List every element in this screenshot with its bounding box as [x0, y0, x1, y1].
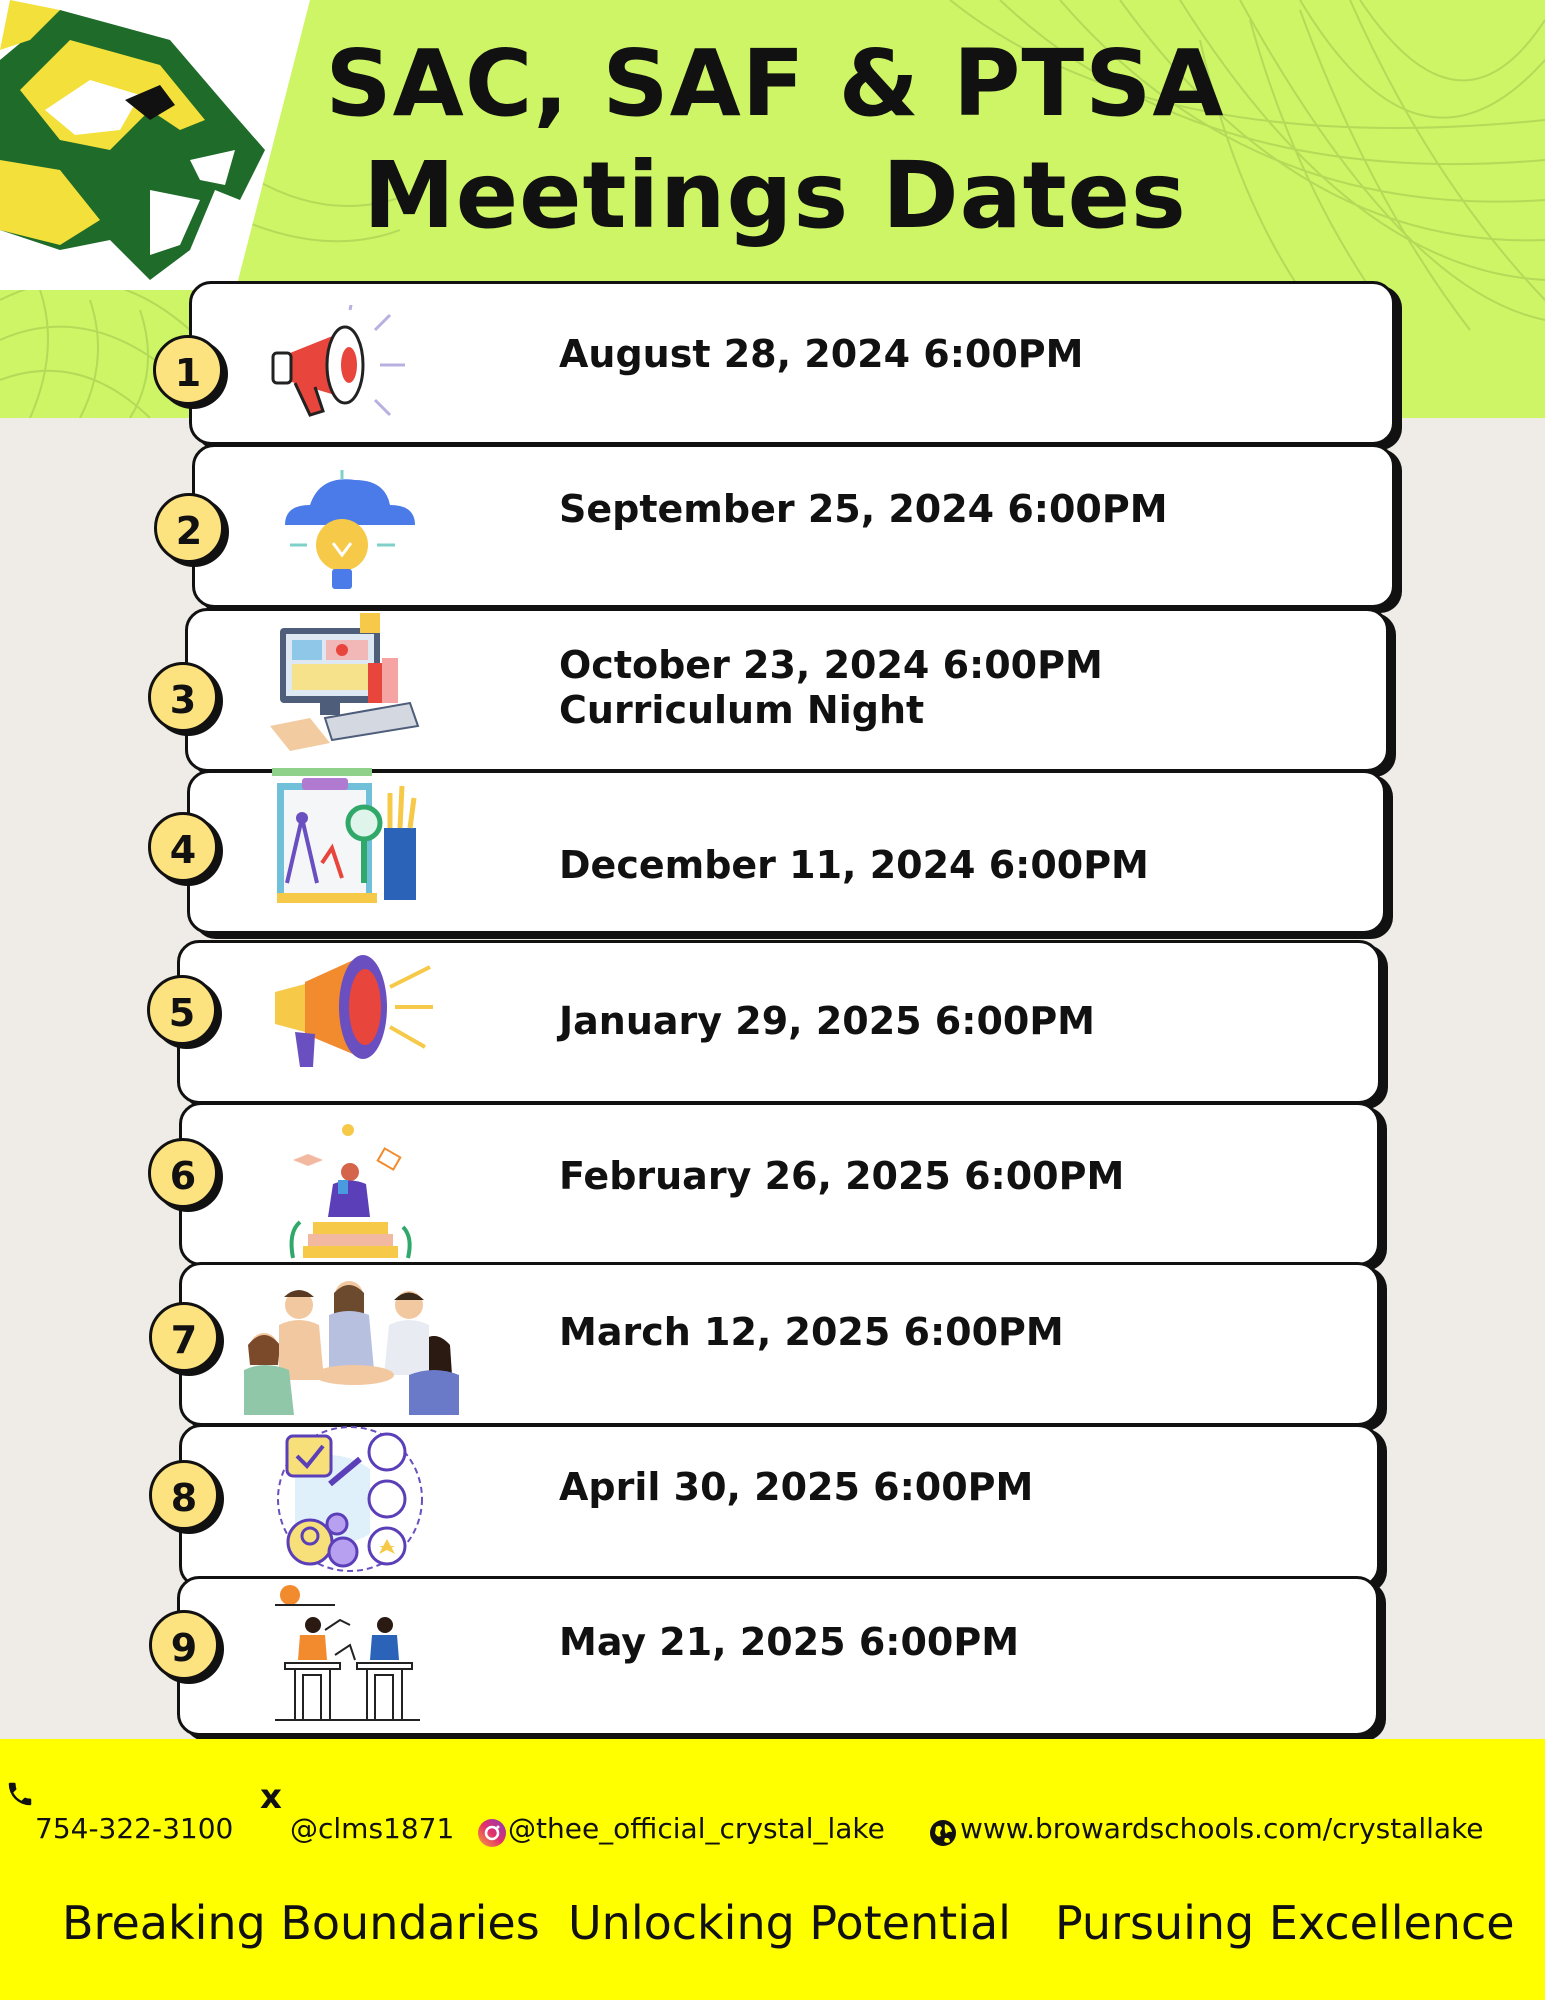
- school-supplies-icon: [272, 768, 422, 906]
- globe-icon: [928, 1818, 958, 1848]
- meeting-date: December 11, 2024 6:00PM: [559, 843, 1149, 887]
- megaphone-icon: [265, 305, 415, 435]
- meeting-date: August 28, 2024 6:00PM: [559, 332, 1084, 376]
- meeting-date: March 12, 2025 6:00PM: [559, 1310, 1064, 1354]
- page-title: [200, 28, 1350, 252]
- meeting-date: April 30, 2025 6:00PM: [559, 1465, 1034, 1509]
- meeting-date: May 21, 2025 6:00PM: [559, 1620, 1020, 1664]
- tagline-1: Breaking Boundaries: [62, 1896, 540, 1950]
- meeting-number-badge: 8: [149, 1460, 219, 1530]
- meeting-number-badge: 5: [147, 975, 217, 1045]
- title-line-1: SAC, SAF & PTSA: [325, 30, 1225, 137]
- phone-number: 754-322-3100: [35, 1812, 234, 1845]
- checklist-gears-icon: [275, 1424, 425, 1574]
- meeting-number-badge: 7: [149, 1302, 219, 1372]
- phone-icon: [5, 1779, 35, 1809]
- bullhorn-icon: [265, 952, 435, 1074]
- meeting-number-badge: 4: [148, 812, 218, 882]
- meeting-note: Curriculum Night: [559, 688, 925, 732]
- instagram-handle[interactable]: @thee_official_crystal_lake: [508, 1812, 885, 1845]
- website-link[interactable]: www.browardschools.com/crystallake: [960, 1812, 1484, 1845]
- footer: [0, 1739, 1545, 2000]
- team-hands-icon: [234, 1275, 464, 1415]
- meeting-number-badge: 9: [149, 1610, 219, 1680]
- computer-desk-icon: [270, 608, 420, 753]
- students-desks-icon: [275, 1585, 420, 1725]
- meeting-number-badge: 2: [154, 493, 224, 563]
- cloud-lightbulb-icon: [275, 465, 420, 595]
- meeting-number-badge: 3: [148, 662, 218, 732]
- tagline-2: Unlocking Potential: [568, 1896, 1011, 1950]
- x-logo-icon: x: [260, 1777, 282, 1817]
- instagram-icon: [477, 1818, 507, 1848]
- meeting-date: January 29, 2025 6:00PM: [559, 999, 1095, 1043]
- tagline-3: Pursuing Excellence: [1055, 1896, 1515, 1950]
- title-line-2: Meetings Dates: [363, 142, 1187, 249]
- meeting-date: February 26, 2025 6:00PM: [559, 1154, 1125, 1198]
- meeting-number-badge: 6: [148, 1138, 218, 1208]
- x-handle[interactable]: @clms1871: [290, 1812, 455, 1845]
- meeting-date: October 23, 2024 6:00PM: [559, 643, 1103, 687]
- meeting-date: September 25, 2024 6:00PM: [559, 487, 1168, 531]
- meeting-number-badge: 1: [153, 335, 223, 405]
- student-reading-icon: [278, 1122, 418, 1262]
